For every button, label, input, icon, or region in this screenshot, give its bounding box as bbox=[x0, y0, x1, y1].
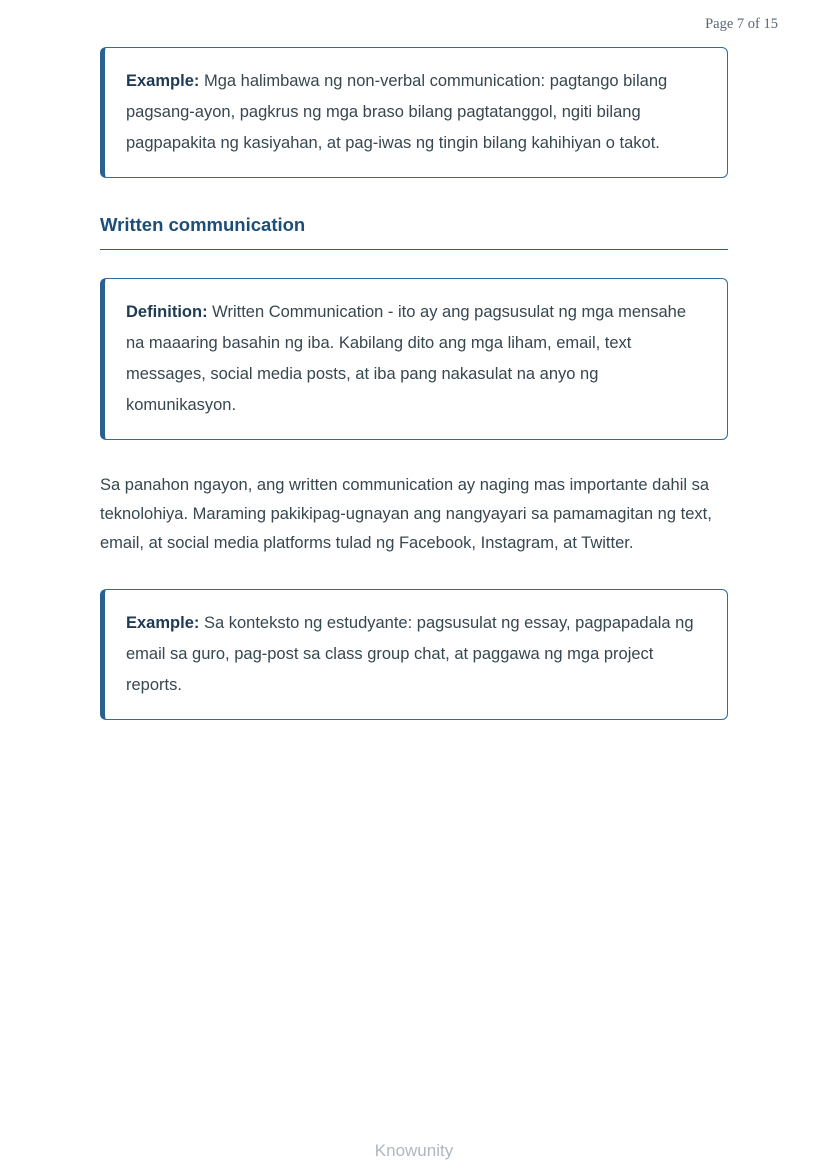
footer-brand: Knowunity bbox=[374, 1141, 454, 1160]
example-text: Mga halimbawa ng non-verbal communication: pagtango bilang pagsang-ayon, pagkrus ng mga braso bilang pagtatanggol, ngiti bilang pagpapakita ng kasiyahan, at pag-iwas ng tingin bilang kahihiyan o takot. bbox=[126, 72, 668, 152]
example-label: Example: bbox=[126, 614, 200, 633]
example-callout-1 bbox=[100, 47, 728, 178]
body-paragraph: Sa panahon ngayon, ang written communication ay naging mas importante dahil sa teknolohiya. Maraming pakikipag-ugnayan ang nangyayari sa pamamagitan ng text, email, at social media platforms tulad ng Facebook, Instagram, at Twitter. bbox=[100, 476, 712, 553]
page-number: Page 7 of 15 bbox=[705, 16, 778, 32]
section-heading: Written communication bbox=[100, 214, 306, 235]
page-content bbox=[100, 47, 728, 720]
example-callout-1-paragraph bbox=[126, 66, 703, 159]
example-text: Sa konteksto ng estudyante: pagsusulat ng essay, pagpapadala ng email sa guro, pag-post sa class group chat, at paggawa ng mga project reports. bbox=[126, 614, 694, 695]
example-label: Example: bbox=[126, 72, 200, 90]
example-callout-2 bbox=[100, 589, 728, 720]
section-divider bbox=[100, 249, 728, 250]
example-callout-2-paragraph bbox=[126, 608, 703, 701]
definition-callout bbox=[100, 278, 728, 440]
definition-label: Definition: bbox=[126, 303, 208, 322]
definition-text: Written Communication - ito ay ang pagsusulat ng mga mensahe na maaaring basahin ng iba. Kabilang dito ang mga liham, email, text messages, social media posts, at iba pang nakasulat na anyo ng komunikasyon. bbox=[126, 303, 687, 415]
definition-callout-paragraph bbox=[126, 297, 703, 421]
